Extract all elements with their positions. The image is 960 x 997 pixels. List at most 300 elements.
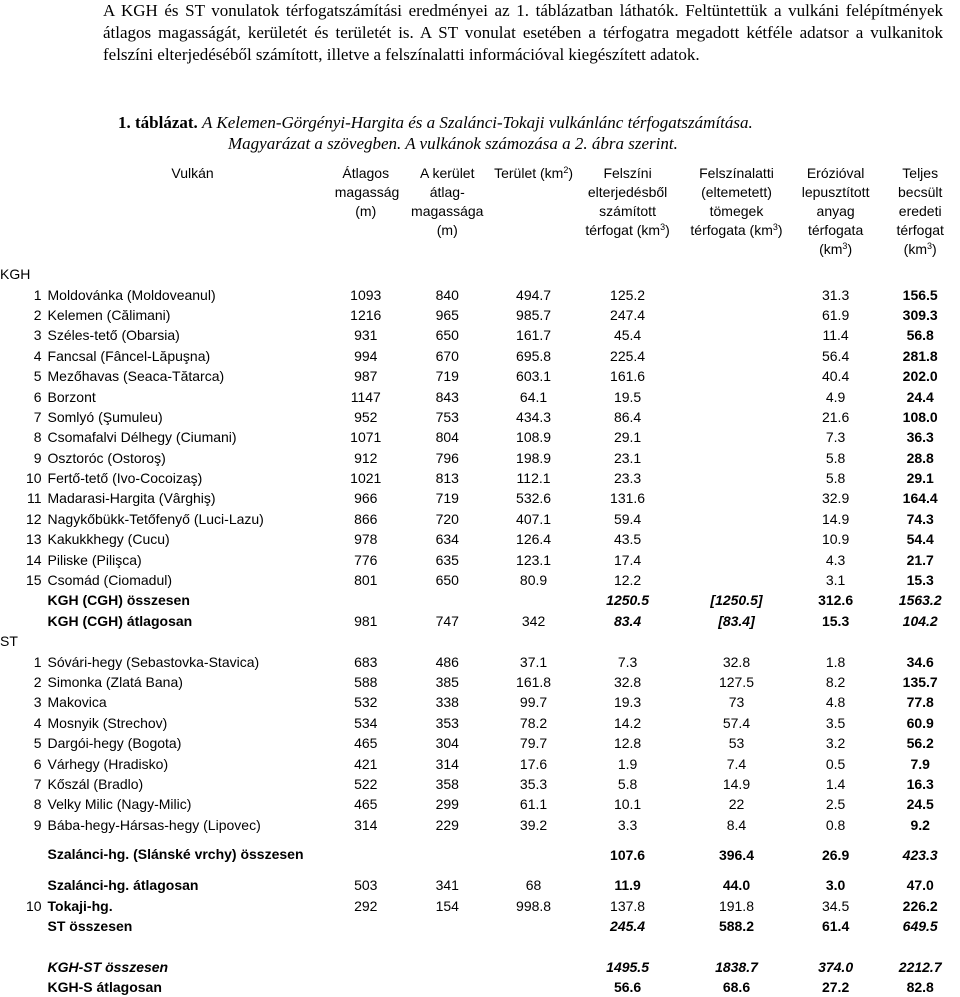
perimeter-height: 304 [435, 735, 459, 752]
total-volume: 36.3 [906, 429, 934, 446]
perimeter-height [400, 977, 494, 997]
perimeter-height: 719 [435, 368, 459, 385]
row-index [0, 957, 48, 977]
table-row [0, 895, 960, 915]
total-volume: 164.4 [902, 490, 938, 507]
row-index: 1 [33, 286, 42, 303]
volcano-name: Dargói-hegy (Bogota) [47, 735, 182, 752]
row-index: 7 [33, 775, 42, 792]
row-index: 11 [26, 490, 42, 507]
perimeter-height: 338 [435, 694, 459, 711]
subsurface-volume: 57.4 [722, 714, 751, 731]
volcano-name: Mosnyik (Strechov) [47, 714, 168, 731]
table-caption [118, 112, 753, 154]
caption-title: A Kelemen-Görgényi-Hargita és a Szalánci-Tokaji vulkánlánc térfogatszámítása. [202, 113, 753, 132]
subsurface-volume [682, 509, 791, 529]
surface-volume: 5.8 [617, 775, 638, 792]
row-index: 2 [33, 674, 42, 690]
area [494, 590, 573, 610]
area: 39.2 [519, 816, 548, 833]
volcano-name: Piliske (Pilişca) [47, 551, 142, 568]
avg-height: 503 [354, 877, 378, 894]
perimeter-height [400, 835, 494, 875]
subsurface-volume [682, 305, 791, 325]
volcano-name: Fancsal (Fâncel-Lăpuşna) [47, 347, 211, 364]
avg-height: 292 [354, 897, 378, 914]
table-row [0, 651, 960, 671]
area: 35.3 [519, 775, 548, 792]
perimeter-height: 753 [435, 408, 459, 425]
avg-height: 465 [354, 796, 378, 813]
total-volume: 77.8 [906, 694, 934, 711]
erosion-volume: 1.4 [825, 775, 846, 792]
volcano-name: KGH (CGH) átlagosan [47, 612, 193, 629]
avg-height: 978 [354, 531, 378, 548]
subsurface-volume: 396.4 [718, 846, 754, 863]
surface-volume: 1495.5 [606, 958, 649, 975]
surface-volume: 19.3 [613, 694, 642, 711]
volcano-name: Somlyó (Şumuleu) [47, 408, 163, 425]
table-row [0, 529, 960, 549]
surface-volume: 11.9 [614, 877, 641, 894]
erosion-volume: 56.4 [821, 347, 850, 364]
subsurface-volume [682, 427, 791, 447]
total-volume: 56.8 [906, 327, 934, 344]
subsurface-volume [682, 488, 791, 508]
table-row [0, 672, 960, 692]
surface-volume: 107.6 [610, 846, 646, 863]
area: 79.7 [519, 735, 548, 752]
avg-height: 952 [354, 408, 378, 425]
erosion-volume: 11.4 [822, 327, 849, 344]
avg-height: 1093 [350, 286, 382, 303]
erosion-volume: 3.2 [825, 735, 846, 752]
surface-volume: 1.9 [617, 755, 638, 772]
header-terulet: Terület $(km^2)$ [494, 165, 574, 181]
row-index [0, 916, 48, 936]
total-volume: 24.4 [906, 388, 934, 405]
surface-volume: 19.5 [613, 388, 642, 405]
surface-volume: 1250.5 [606, 592, 649, 609]
volcano-name: Tokaji-hg. [47, 897, 113, 914]
erosion-volume: 61.9 [821, 306, 850, 323]
perimeter-height: 843 [435, 388, 459, 405]
table-row [0, 468, 960, 488]
table-row [0, 284, 960, 304]
perimeter-height: 796 [435, 449, 459, 466]
surface-volume: 161.6 [610, 368, 646, 385]
row-index: 5 [33, 735, 42, 752]
subsurface-volume: 68.6 [722, 979, 751, 996]
subsurface-volume [682, 448, 791, 468]
group-st [0, 631, 960, 651]
surface-volume: 245.4 [610, 917, 646, 934]
volcano-name: KGH-S átlagosan [47, 979, 162, 996]
area: 78.2 [519, 714, 548, 731]
perimeter-height: 635 [435, 551, 459, 568]
avg-height [331, 957, 400, 977]
area: 198.9 [516, 449, 552, 466]
total-volume: 47.0 [906, 877, 934, 894]
subsurface-volume: 191.8 [718, 897, 754, 914]
area: 123.1 [516, 551, 552, 568]
group-kgh [0, 264, 960, 284]
erosion-volume: 5.8 [825, 470, 846, 487]
perimeter-height: 747 [435, 612, 459, 629]
table-row [0, 774, 960, 794]
erosion-volume: 40.4 [821, 368, 850, 385]
surface-volume: 7.3 [617, 653, 638, 670]
caption-line-2: Magyarázat a szövegben. A vulkánok számozása a 2. ábra szerint. [228, 134, 678, 153]
area: 342 [521, 612, 546, 629]
surface-volume: 23.1 [613, 449, 642, 466]
area: 434.3 [516, 408, 552, 425]
subsurface-volume [682, 529, 791, 549]
area: 108.9 [516, 429, 552, 446]
table-row [0, 407, 960, 427]
volcano-name: Szalánci-hg. (Slánské vrchy) összesen [47, 846, 304, 863]
table-row [0, 713, 960, 733]
erosion-volume: 7.3 [825, 429, 846, 446]
erosion-volume: 3.0 [825, 877, 846, 894]
perimeter-height: 353 [435, 714, 459, 731]
perimeter-height: 358 [435, 775, 459, 792]
surface-volume: 131.6 [610, 490, 646, 507]
subsurface-volume: 14.9 [722, 775, 751, 792]
avg-height [331, 835, 400, 875]
row-index: 3 [33, 327, 42, 344]
perimeter-height [400, 957, 494, 977]
subsurface-volume [682, 407, 791, 427]
volcano-name: Várhegy (Hradisko) [47, 755, 169, 772]
surface-volume: 29.1 [613, 429, 642, 446]
area: 126.4 [516, 531, 552, 548]
perimeter-height: 299 [435, 796, 459, 813]
subsurface-volume: 53 [728, 735, 745, 752]
table-row [0, 427, 960, 447]
summary-row [0, 875, 960, 895]
volcano-name: Kőszál (Bradlo) [47, 775, 144, 792]
row-index: 10 [25, 897, 42, 914]
area: 161.8 [516, 674, 552, 690]
volcano-name: Csomafalvi Délhegy (Ciumani) [47, 429, 237, 446]
avg-height: 534 [354, 714, 378, 731]
area [494, 957, 573, 977]
volcano-name: Széles-tető (Obarsia) [47, 327, 180, 344]
perimeter-height: 719 [435, 490, 459, 507]
area: 17.6 [519, 755, 548, 772]
total-volume: 54.4 [906, 531, 934, 548]
surface-volume: 17.4 [613, 551, 642, 568]
table-row [0, 794, 960, 814]
volcano-name: Velky Milic (Nagy-Milic) [47, 796, 192, 813]
row-index [0, 875, 48, 895]
avg-height: 588 [354, 674, 378, 690]
table-row [0, 386, 960, 406]
surface-volume: 59.4 [613, 510, 642, 527]
row-index: 14 [25, 551, 42, 568]
perimeter-height [400, 916, 494, 936]
subsurface-volume: 44.0 [722, 877, 751, 894]
volcano-name: Nagykőbükk-Tetőfenyő (Luci-Lazu) [47, 510, 264, 527]
perimeter-height: 341 [435, 877, 459, 894]
avg-height: 994 [354, 347, 378, 364]
surface-volume: 32.8 [613, 674, 642, 690]
spacer-row [0, 936, 960, 956]
avg-height: 776 [354, 551, 378, 568]
subsurface-volume [682, 284, 791, 304]
intro-paragraph [103, 0, 943, 66]
subsurface-volume [682, 366, 791, 386]
subsurface-volume: 73 [728, 694, 745, 711]
table-row [0, 570, 960, 590]
row-index: 2 [33, 306, 42, 323]
avg-height: 314 [354, 816, 378, 833]
row-index: 10 [25, 470, 42, 487]
perimeter-height: 154 [435, 897, 459, 914]
erosion-volume: 26.9 [821, 846, 850, 863]
subsurface-volume: 1838.7 [715, 958, 758, 975]
erosion-volume: 31.3 [821, 286, 850, 303]
surface-volume: 225.4 [610, 347, 646, 364]
header-erozio: Erózióval lepusztított anyag térfogata $(km^3)$ [801, 165, 870, 257]
area: 68 [525, 877, 542, 894]
row-index: 4 [33, 714, 42, 731]
erosion-volume: 1.8 [825, 653, 846, 670]
subsurface-volume: [83.4] [718, 612, 755, 629]
table-row [0, 366, 960, 386]
perimeter-height: 650 [435, 327, 459, 344]
area [494, 977, 573, 997]
area: 532.6 [516, 490, 552, 507]
volcano-name: Fertő-tető (Ivo-Cocoizaş) [47, 470, 203, 487]
surface-volume: 247.4 [610, 306, 646, 323]
avg-height: 465 [354, 735, 378, 752]
header-row [0, 164, 960, 264]
subsurface-volume: 127.5 [718, 674, 754, 690]
surface-volume: 83.4 [613, 612, 642, 629]
table-row [0, 448, 960, 468]
volcano-name: Kakukkhegy (Cucu) [47, 531, 170, 548]
summary-row [0, 835, 960, 875]
erosion-volume: 61.4 [821, 917, 850, 934]
erosion-volume: 4.3 [825, 551, 846, 568]
erosion-volume: 312.6 [818, 592, 854, 609]
table-row [0, 815, 960, 835]
row-index: 4 [33, 347, 42, 364]
area: 37.1 [519, 653, 548, 670]
erosion-volume: 32.9 [821, 490, 850, 507]
subsurface-volume [682, 570, 791, 590]
perimeter-height: 486 [435, 653, 459, 670]
volcano-name: Szalánci-hg. átlagosan [47, 877, 199, 894]
subsurface-volume: [1250.5] [710, 592, 763, 609]
summary-row [0, 957, 960, 977]
table-row [0, 753, 960, 773]
perimeter-height: 229 [435, 816, 459, 833]
volcano-name: Osztoróc (Ostoroş) [47, 449, 166, 466]
subsurface-volume: 22 [728, 796, 745, 813]
erosion-volume: 10.9 [821, 531, 850, 548]
row-index: 3 [33, 694, 42, 711]
avg-height: 912 [354, 449, 378, 466]
erosion-volume: 27.2 [821, 979, 850, 996]
subsurface-volume: 7.4 [726, 755, 747, 772]
volcano-name: KGH (CGH) összesen [47, 592, 190, 609]
surface-volume: 56.6 [613, 979, 642, 996]
erosion-volume: 21.6 [821, 408, 850, 425]
row-index: 13 [25, 531, 42, 548]
total-volume: 156.5 [902, 286, 938, 303]
total-volume: 309.3 [902, 306, 938, 323]
area: 998.8 [516, 897, 552, 914]
subsurface-volume [682, 386, 791, 406]
total-volume: 60.9 [906, 714, 934, 731]
avg-height: 421 [354, 755, 378, 772]
surface-volume: 137.8 [610, 897, 646, 914]
total-volume: 108.0 [902, 408, 938, 425]
total-volume: 56.2 [906, 735, 934, 752]
table-row [0, 549, 960, 569]
erosion-volume: 15.3 [821, 612, 850, 629]
total-volume: 202.0 [902, 368, 938, 385]
total-volume: 2212.7 [898, 958, 942, 975]
row-index: 1 [33, 653, 42, 670]
subsurface-volume [682, 325, 791, 345]
subsurface-volume: 8.4 [726, 816, 747, 833]
perimeter-height: 840 [435, 286, 459, 303]
perimeter-height: 634 [435, 531, 459, 548]
header-kerulet: A kerület átlag-magassága (m) [411, 165, 484, 238]
erosion-volume: 374.0 [818, 958, 854, 975]
volcano-name: Kelemen (Călimani) [47, 306, 171, 323]
avg-height [331, 916, 400, 936]
volcano-name: ST összesen [47, 917, 133, 934]
avg-height: 683 [354, 653, 378, 670]
area [494, 835, 573, 875]
surface-volume: 12.2 [613, 572, 642, 589]
avg-height [331, 977, 400, 997]
perimeter-height: 650 [435, 572, 459, 589]
erosion-volume: 4.8 [825, 694, 846, 711]
table-row [0, 733, 960, 753]
row-index: 8 [33, 429, 42, 446]
erosion-volume: 14.9 [821, 510, 850, 527]
erosion-volume: 0.8 [825, 816, 846, 833]
volcano-name: Bába-hegy-Hársas-hegy (Lipovec) [47, 816, 261, 833]
summary-row [0, 611, 960, 631]
header-vulkan: Vulkán [171, 165, 214, 181]
area: 603.1 [516, 368, 552, 385]
volcano-name: Simonka (Zlatá Bana) [47, 674, 183, 690]
total-volume: 34.6 [906, 653, 934, 670]
avg-height: 981 [354, 612, 378, 629]
total-volume: 7.9 [910, 755, 930, 772]
subsurface-volume: 588.2 [718, 917, 754, 934]
area: 61.1 [519, 796, 548, 813]
total-volume: 423.3 [902, 846, 938, 863]
surface-volume: 14.2 [613, 714, 642, 731]
total-volume: 1563.2 [898, 592, 942, 609]
avg-height: 1071 [350, 429, 382, 446]
erosion-volume: 4.9 [825, 388, 846, 405]
perimeter-height [400, 590, 494, 610]
area: 985.7 [516, 306, 552, 323]
summary-row [0, 590, 960, 610]
total-volume: 74.3 [906, 510, 934, 527]
total-volume: 82.8 [906, 979, 934, 996]
total-volume: 9.2 [910, 816, 930, 833]
row-index: 15 [25, 572, 42, 589]
surface-volume: 23.3 [613, 470, 642, 487]
total-volume: 104.2 [902, 612, 938, 629]
header-felszini: Felszíni elterjedésből számított térfogat $(km^3)$ [585, 165, 670, 238]
table-row [0, 346, 960, 366]
group-st-label: ST [0, 633, 18, 650]
table-row [0, 325, 960, 345]
area: 99.7 [519, 694, 548, 711]
area: 161.7 [516, 327, 552, 344]
row-index: 7 [33, 408, 42, 425]
volcano-name: Borzont [47, 388, 96, 405]
header-atlag: Átlagos magasság (m) [334, 165, 400, 219]
total-volume: 649.5 [902, 917, 938, 934]
avg-height: 522 [354, 775, 378, 792]
group-kgh-label: KGH [0, 266, 31, 283]
perimeter-height: 965 [435, 306, 459, 323]
table-row [0, 509, 960, 529]
row-index: 6 [33, 388, 42, 405]
table-row [0, 488, 960, 508]
total-volume: 281.8 [902, 347, 938, 364]
row-index: 9 [33, 449, 42, 466]
row-index: 8 [33, 796, 42, 813]
erosion-volume: 3.5 [825, 714, 846, 731]
surface-volume: 125.2 [610, 286, 646, 303]
avg-height: 801 [354, 572, 378, 589]
surface-volume: 86.4 [613, 408, 642, 425]
avg-height: 1021 [350, 470, 382, 487]
total-volume: 21.7 [906, 551, 934, 568]
summary-row [0, 977, 960, 997]
erosion-volume: 5.8 [825, 449, 846, 466]
volcano-name: KGH-ST összesen [47, 958, 169, 975]
row-index: 6 [33, 755, 42, 772]
avg-height: 866 [354, 510, 378, 527]
total-volume: 226.2 [902, 897, 938, 914]
summary-row [0, 916, 960, 936]
row-index: 12 [25, 510, 42, 527]
perimeter-height: 670 [435, 347, 459, 364]
row-index [0, 590, 48, 610]
area: 407.1 [516, 510, 552, 527]
volcano-name: Madarasi-Hargita (Vârghiş) [47, 490, 216, 507]
surface-volume: 10.1 [613, 796, 642, 813]
row-index [0, 977, 48, 997]
volcano-name: Csomád (Ciomadul) [47, 572, 172, 589]
erosion-volume: 8.2 [825, 674, 846, 690]
caption-line-1 [118, 112, 753, 133]
total-volume: 16.3 [906, 775, 934, 792]
surface-volume: 45.4 [613, 327, 642, 344]
row-index: 9 [33, 816, 42, 833]
erosion-volume: 2.5 [825, 796, 846, 813]
perimeter-height: 720 [435, 510, 459, 527]
volcano-name: Moldovánka (Moldoveanul) [47, 286, 216, 303]
total-volume: 15.3 [906, 572, 934, 589]
table-row [0, 305, 960, 325]
caption-label: 1. táblázat. [118, 113, 198, 132]
